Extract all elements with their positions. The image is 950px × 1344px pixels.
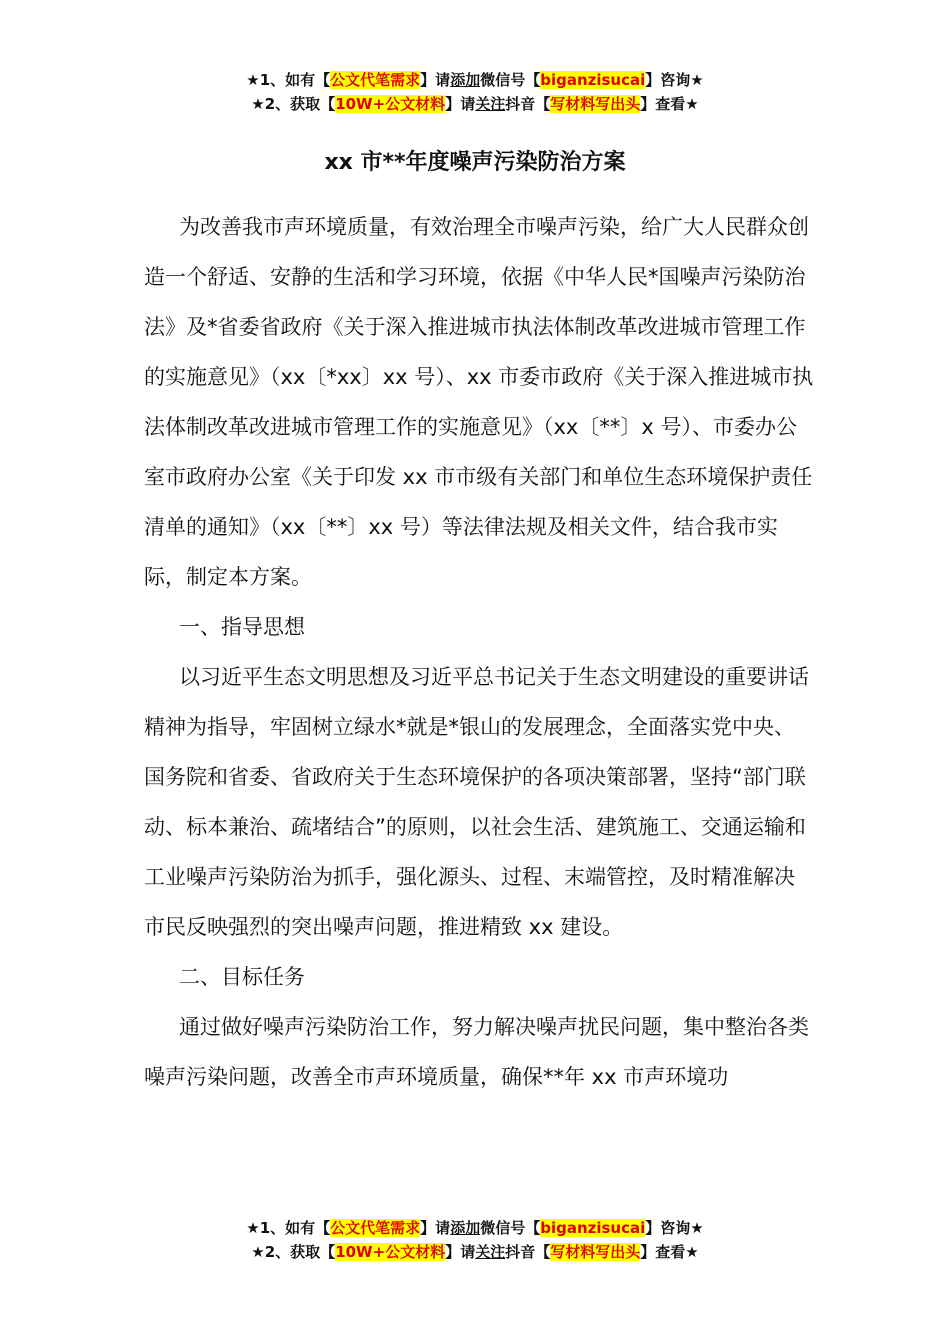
promo-line-2 (0, 92, 950, 116)
promo-text: 】查看★ (640, 1243, 699, 1261)
promo-highlight: 写材料写出头 (550, 1243, 641, 1261)
guiding-ideology-paragraph: 以习近平生态文明思想及习近平总书记关于生态文明建设的重要讲话精神为指导，牢固树立绿水*就是*银山的发展理念，全面落实党中央、国务院和省委、省政府关于生态环境保护的各项决策部署，坚持“部门联动、标本兼治、疏堵结合”的原则，以社会生活、建筑施工、交通运输和工业噪声污染防治为抓手，强化源头、过程、末端管控，及时精准解决市民反映强烈的突出噪声问题，推进精致 xx 建设。 (144, 665, 809, 939)
promo-text: 】请 (445, 95, 476, 113)
promo-underline: 添加 (450, 71, 481, 89)
promo-line-1 (0, 68, 950, 92)
promo-text: 抖音【 (505, 95, 551, 113)
section-heading-guiding-ideology: 一、指导思想 (179, 615, 305, 639)
promo-highlight: biganzisucai (540, 1219, 646, 1237)
promo-underline: 添加 (450, 1219, 481, 1237)
intro-paragraph: 为改善我市声环境质量，有效治理全市噪声污染，给广大人民群众创造一个舒适、安静的生活和学习环境，依据《中华人民*国噪声污染防治法》及*省委省政府《关于深入推进城市执法体制改革改进城市管理工作的实施意见》（xx〔*xx〕xx 号）、xx 市委市政府《关于深入推进城市执法体制改革改进城市管理工作的实施意见》（xx〔**〕x 号）、市委办公室市政府办公室《关于印发 xx 市市级有关部门和单位生态环境保护责任清单的通知》（xx〔**〕xx 号）等法律法规及相关文件，结合我市实际，制定本方案。 (144, 215, 814, 589)
promo-text: ★2、获取【 (251, 95, 336, 113)
promo-highlight: 10W+公文材料 (335, 1243, 446, 1261)
promo-text: 】请 (420, 1219, 451, 1237)
promo-banner-top (0, 68, 950, 116)
section-heading-objectives: 二、目标任务 (179, 965, 305, 989)
promo-line-1 (0, 1216, 950, 1240)
promo-text: 】查看★ (640, 95, 699, 113)
promo-highlight: 公文代笔需求 (330, 71, 421, 89)
promo-highlight: 写材料写出头 (550, 95, 641, 113)
promo-text: 微信号【 (480, 1219, 541, 1237)
promo-text: ★1、如有【 (246, 71, 331, 89)
promo-text: ★2、获取【 (251, 1243, 336, 1261)
promo-text: 】请 (445, 1243, 476, 1261)
promo-text: 】咨询★ (645, 1219, 704, 1237)
promo-text: ★1、如有【 (246, 1219, 331, 1237)
promo-underline: 关注 (475, 1243, 506, 1261)
promo-highlight: 10W+公文材料 (335, 95, 446, 113)
promo-text: 微信号【 (480, 71, 541, 89)
promo-highlight: biganzisucai (540, 71, 646, 89)
document-title: xx 市**年度噪声污染防治方案 (324, 150, 626, 175)
document-body (144, 202, 814, 1102)
promo-text: 抖音【 (505, 1243, 551, 1261)
promo-line-2 (0, 1240, 950, 1264)
promo-underline: 关注 (475, 95, 506, 113)
promo-text: 】请 (420, 71, 451, 89)
promo-text: 】咨询★ (645, 71, 704, 89)
promo-banner-bottom (0, 1216, 950, 1264)
objectives-paragraph: 通过做好噪声污染防治工作，努力解决噪声扰民问题，集中整治各类噪声污染问题，改善全市声环境质量，确保**年 xx 市声环境功 (144, 1015, 809, 1089)
promo-highlight: 公文代笔需求 (330, 1219, 421, 1237)
